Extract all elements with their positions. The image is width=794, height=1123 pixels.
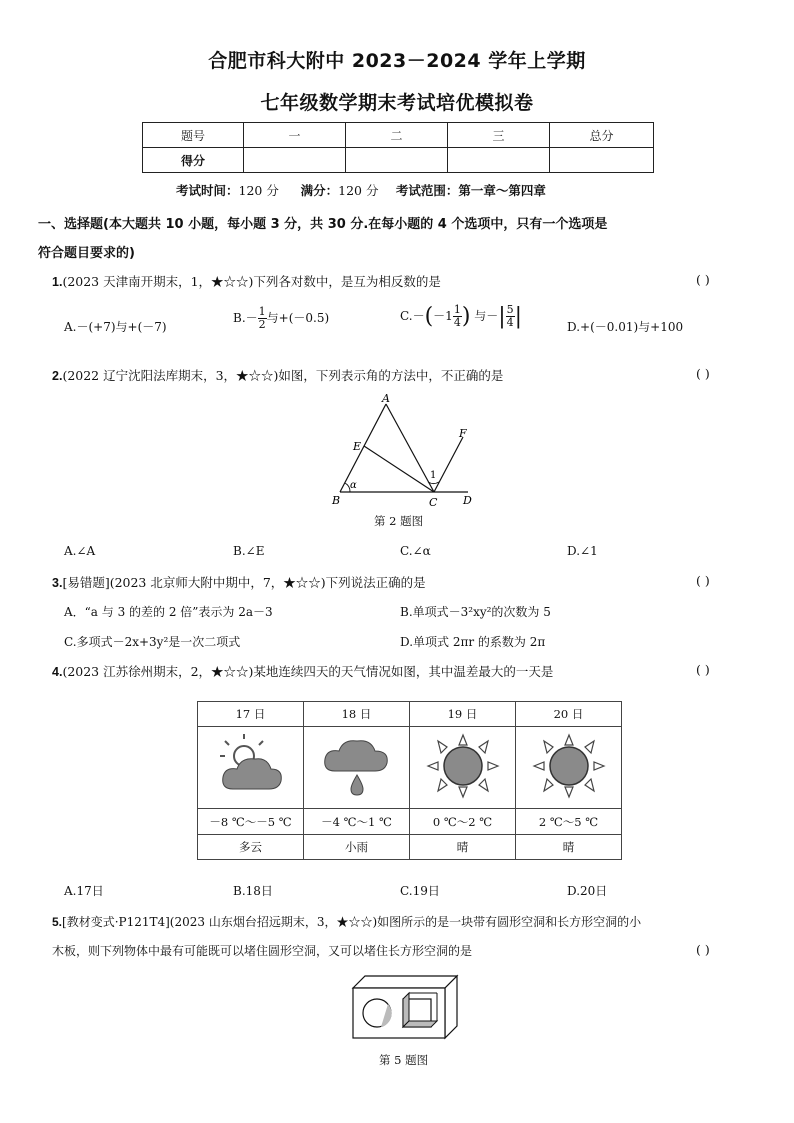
score-row-label: 得分	[143, 148, 244, 173]
fraction: $\frac{1}{2}$	[258, 305, 266, 332]
label-alpha: α	[350, 480, 357, 491]
q2-option-c[interactable]: C.∠α	[400, 544, 431, 558]
temp-17: －8 ℃～－5 ℃	[198, 809, 304, 835]
score-blank	[244, 148, 346, 173]
q3-option-a[interactable]: A．“a 与 3 的差的 2 倍”表示为 2a－3	[64, 605, 273, 619]
score-cell-total: 总分	[550, 123, 654, 148]
angle-1-arc	[428, 482, 439, 483]
day-17: 17 日	[198, 702, 304, 727]
q1-answer-blank[interactable]: ( )	[696, 272, 710, 287]
label-c: C	[429, 496, 438, 509]
temp-20: 2 ℃～5 ℃	[516, 809, 622, 835]
score-cell-part3: 三	[448, 123, 550, 148]
exam-info	[176, 181, 546, 199]
temp-18: －4 ℃～1 ℃	[304, 809, 410, 835]
q3-option-d[interactable]: D.单项式 2πr 的系数为 2π	[400, 635, 546, 649]
q5-stem-line2: 木板，则下列物体中最有可能既可以堵住圆形空洞，又可以堵住长方形空洞的是	[52, 944, 473, 958]
section-header-line1: 一、选择题(本大题共 10 小题，每小题 3 分，共 30 分.在每小题的 4 个选项中，只有一个选项是	[38, 217, 608, 232]
title-line-2: 七年级数学期末考试培优模拟卷	[260, 92, 534, 114]
q5-caption: 第 5 题图	[379, 1053, 429, 1067]
label-b: B	[332, 494, 341, 507]
q2-answer-blank[interactable]: ( )	[696, 366, 710, 381]
weather-desc-row	[198, 835, 622, 860]
label-one: 1	[430, 470, 437, 481]
score-blank	[448, 148, 550, 173]
q5-board-figure	[345, 970, 465, 1045]
q3-option-b[interactable]: B.单项式－3²xy²的次数为 5	[400, 605, 551, 619]
day-18: 18 日	[304, 702, 410, 727]
q2-option-a[interactable]: A.∠A	[64, 544, 96, 558]
weather-17: 多云	[198, 835, 304, 860]
fraction: $\frac{5}{4}$	[506, 303, 514, 330]
day-19: 19 日	[410, 702, 516, 727]
line-cf	[434, 437, 463, 492]
weather-temp-row	[198, 809, 622, 835]
weather-icon-row	[198, 727, 622, 809]
score-table	[142, 122, 654, 173]
q4-stem: 4.(2023 江苏徐州期末，2，★☆☆)某地连续四天的天气情况如图，其中温差最大的一天是	[52, 664, 554, 679]
weather-icon-cell	[516, 727, 622, 809]
score-blank	[346, 148, 448, 173]
q3-option-c[interactable]: C.多项式－2x+3y²是一次二项式	[64, 635, 241, 649]
scope-label: 考试范围：	[395, 183, 459, 198]
sun-icon	[529, 731, 609, 801]
score-cell-label: 题号	[143, 123, 244, 148]
rain-cloud-icon	[317, 731, 397, 801]
weather-icon-cell	[304, 727, 410, 809]
scope-value: 第一章～第四章	[458, 183, 546, 198]
label-a: A	[382, 392, 390, 405]
q4-option-d[interactable]: D.20日	[567, 884, 608, 898]
weather-icon-cell	[198, 727, 304, 809]
q2-option-d[interactable]: D.∠1	[567, 544, 598, 558]
score-blank	[550, 148, 654, 173]
score-cell-part1: 一	[244, 123, 346, 148]
q4-option-c[interactable]: C.19日	[400, 884, 440, 898]
q5-stem-line1: 5.[教材变式·P121T4](2023 山东烟台招远期末，3，★☆☆)如图所示的是一块带有圆形空洞和长方形空洞的小	[52, 915, 642, 929]
time-value: 120 分	[238, 183, 279, 198]
day-20: 20 日	[516, 702, 622, 727]
weather-icon-cell	[410, 727, 516, 809]
q4-option-b[interactable]: B.18日	[233, 884, 273, 898]
weather-table	[197, 701, 622, 860]
q3-stem: 3.[易错题](2023 北京师大附中期中，7，★☆☆)下列说法正确的是	[52, 575, 426, 590]
weather-day-row	[198, 702, 622, 727]
weather-18: 小雨	[304, 835, 410, 860]
line-ec	[364, 446, 437, 492]
q2-stem: 2.(2022 辽宁沈阳法库期末，3，★☆☆)如图，下列表示角的方法中，不正确的是	[52, 368, 504, 383]
line-ba	[340, 404, 386, 492]
q3-answer-blank[interactable]: ( )	[696, 573, 710, 588]
score-table-score-row	[143, 148, 654, 173]
weather-20: 晴	[516, 835, 622, 860]
label-f: F	[459, 427, 467, 440]
full-value: 120 分	[338, 183, 379, 198]
label-d: D	[463, 494, 472, 507]
temp-19: 0 ℃～2 ℃	[410, 809, 516, 835]
q2-geometry-figure	[320, 390, 490, 510]
fraction: $\frac{1}{4}$	[453, 303, 461, 330]
q2-option-b[interactable]: B.∠E	[233, 544, 265, 558]
title-line-1: 合肥市科大附中 2023－2024 学年上学期	[208, 50, 586, 72]
full-label: 满分：	[300, 183, 339, 198]
q4-option-a[interactable]: A.17日	[64, 884, 104, 898]
q4-answer-blank[interactable]: ( )	[696, 662, 710, 677]
line-ac	[386, 404, 437, 492]
q1-stem: 1.(2023 天津南开期末，1，★☆☆)下列各对数中，是互为相反数的是	[52, 274, 441, 289]
q1-option-b[interactable]: B.－ $\frac{1}{2}$ 与+(－0.5)	[233, 305, 330, 332]
q1-option-c[interactable]: C.－(－1 $\frac{1}{4}$ ) 与－| $\frac{5}{4}$ |	[400, 303, 523, 330]
q2-caption: 第 2 题图	[374, 514, 424, 528]
weather-19: 晴	[410, 835, 516, 860]
partly-cloudy-icon	[211, 731, 291, 801]
q1-option-a[interactable]: A.－(+7)与+(－7)	[64, 320, 167, 334]
time-label: 考试时间：	[176, 183, 239, 198]
q1-option-d[interactable]: D.+(－0.01)与+100	[567, 320, 684, 334]
score-cell-part2: 二	[346, 123, 448, 148]
label-e: E	[353, 440, 362, 453]
section-header-line2: 符合题目要求的)	[38, 246, 135, 261]
q5-answer-blank[interactable]: ( )	[696, 942, 710, 957]
sun-icon	[423, 731, 503, 801]
score-table-header-row	[143, 123, 654, 148]
